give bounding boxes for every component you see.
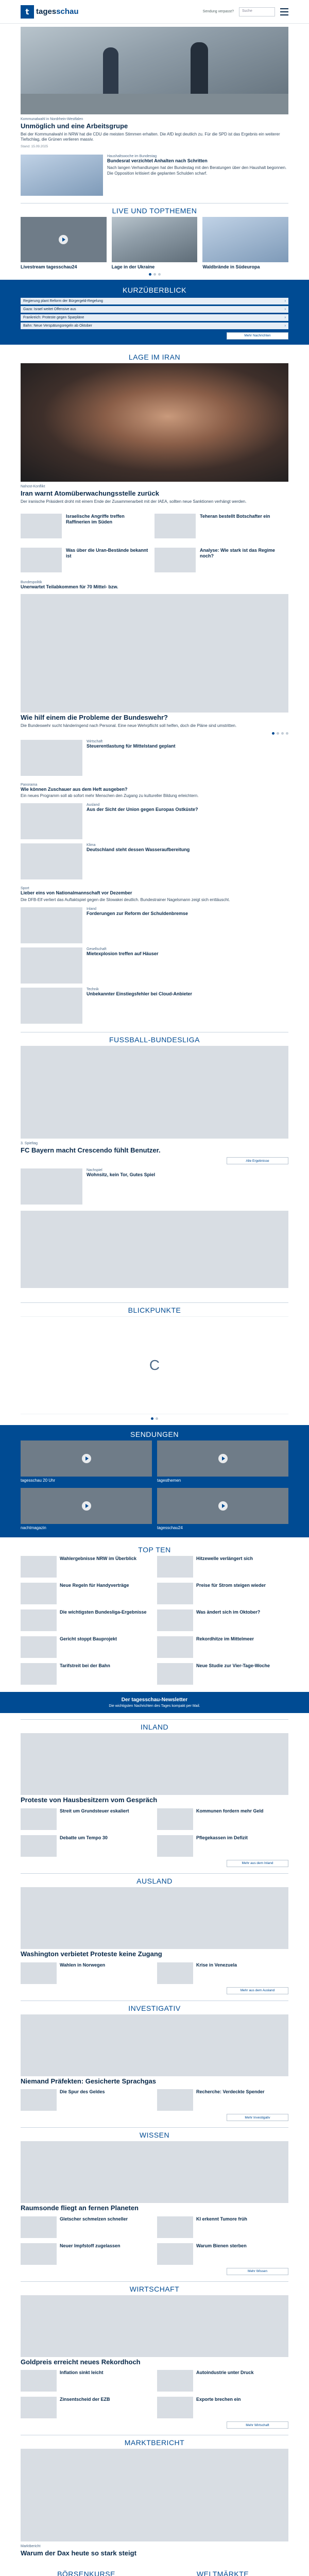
- list-item[interactable]: Nachspiel Wohnsitz, kein Tor, Gutes Spiel: [21, 1168, 288, 1205]
- carousel-pager[interactable]: [0, 273, 309, 276]
- list-item[interactable]: Krise in Venezuela: [157, 1962, 288, 1984]
- section-title: LAGE IM IRAN: [128, 352, 181, 361]
- article-headline[interactable]: Bundesrat verzichtet Anhalten nach Schritten: [107, 158, 208, 164]
- article-image: [21, 155, 103, 196]
- list-item[interactable]: Debatte um Tempo 30: [21, 1835, 152, 1857]
- live-label: Livestream tagesschau24: [21, 264, 77, 270]
- section-title: AUSLAND: [136, 1876, 173, 1885]
- list-item[interactable]: [21, 155, 288, 196]
- article-kicker: Haushaltswoche im Bundestag: [107, 155, 157, 159]
- main-content: [0, 27, 309, 196]
- show-card[interactable]: tagesthemen: [157, 1440, 288, 1483]
- list-item[interactable]: Neue Studie zur Vier-Tage-Woche: [157, 1663, 288, 1685]
- play-icon[interactable]: [218, 1454, 228, 1463]
- section-title: LIVE UND TOPTHEMEN: [112, 207, 197, 215]
- loading-placeholder: [21, 1316, 288, 1414]
- article-teaser: Die Bundeswehr sucht händeringend nach Personal. Eine neue Wehrpflicht soll helfen, doch die Pläne sind umstritten.: [21, 723, 237, 728]
- show-card[interactable]: tagesschau 20 Uhr: [21, 1440, 152, 1483]
- section-title: SENDUNGEN: [130, 1430, 179, 1439]
- list-item[interactable]: Was ändert sich im Oktober?: [157, 1609, 288, 1631]
- list-item[interactable]: Neuer Impfstoff zugelassen: [21, 2243, 152, 2265]
- list-item[interactable]: Israelische Angriffe treffen Raffinerien im Süden: [21, 514, 149, 538]
- article-headline[interactable]: Wie hilf einem die Probleme der Bundeswehr?: [21, 714, 168, 722]
- world-markets-title[interactable]: WELTMÄRKTE: [196, 2569, 249, 2576]
- list-item[interactable]: Technik Unbekannter Einstiegsfehler bei Cloud-Anbieter: [21, 988, 288, 1024]
- bundesliga-image[interactable]: [21, 1046, 288, 1139]
- sendungen-section: [0, 1425, 309, 1537]
- section-title: BLICKPUNKTE: [128, 1306, 181, 1315]
- news-list: [0, 740, 309, 1024]
- show-card[interactable]: nachtmagazin: [21, 1488, 152, 1530]
- article-image[interactable]: [21, 594, 288, 713]
- article-kicker: Nahost-Konflikt: [21, 484, 45, 488]
- section-title: KURZÜBERBLICK: [123, 285, 186, 294]
- wissen-section: WISSEN Raumsonde fliegt an fernen Planeten Gletscher schmelzen schneller KI erkennt Tumore früh Neuer Impfstoff zugelassen Warum Bienen sterben Mehr Wissen: [0, 2127, 309, 2275]
- list-item[interactable]: Tarifstreit bei der Bahn: [21, 1663, 152, 1685]
- list-item[interactable]: Wahlergebnisse NRW im Überblick: [21, 1556, 152, 1578]
- list-item[interactable]: Wahlen in Norwegen: [21, 1962, 152, 1984]
- section-title: INLAND: [140, 1723, 169, 1732]
- logo-mark: t: [21, 5, 34, 19]
- list-item[interactable]: Wirtschaft Steuerentlastung für Mittelstand geplant: [21, 740, 288, 776]
- live-section: [0, 203, 309, 276]
- hero-headline[interactable]: Unmöglich und eine Arbeitsgrupe: [21, 122, 128, 130]
- list-item[interactable]: Analyse: Wie stark ist das Regime noch?: [154, 548, 283, 572]
- play-icon[interactable]: [82, 1454, 91, 1463]
- more-ausland-button[interactable]: Mehr aus dem Ausland: [227, 1987, 288, 1994]
- list-item[interactable]: Teheran bestellt Botschafter ein: [154, 514, 283, 538]
- article-headline[interactable]: Unerwartet Teilabkommen für 70 Mittel- bzw.: [21, 584, 118, 590]
- newsletter-banner[interactable]: Der tagesschau-Newsletter Die wichtigsten Nachrichten des Tages kompakt per Mail.: [0, 1692, 309, 1713]
- all-results-button[interactable]: Alle Ergebnisse: [227, 1157, 288, 1164]
- carousel-pager[interactable]: [0, 1417, 309, 1420]
- section-title: TOP TEN: [138, 1546, 171, 1554]
- blickpunkte-section: [0, 1302, 309, 1420]
- logo-suffix: schau: [56, 7, 79, 16]
- hero-image[interactable]: [21, 27, 288, 114]
- kurzueberblick-section: [0, 280, 309, 345]
- list-item[interactable]: Die Spur des Geldes: [21, 2089, 152, 2111]
- play-icon[interactable]: [82, 1501, 91, 1511]
- live-label: Lage in der Ukraine: [111, 264, 155, 270]
- list-item[interactable]: Autoindustrie unter Druck: [157, 2370, 288, 2392]
- list-item[interactable]: Zinsentscheid der EZB: [21, 2397, 152, 2418]
- list-item[interactable]: Die wichtigsten Bundesliga-Ergebnisse: [21, 1609, 152, 1631]
- menu-icon[interactable]: [280, 8, 288, 15]
- search-input[interactable]: Suche: [239, 7, 275, 16]
- mid-stories: [0, 581, 309, 734]
- hero-kicker: Kommunalwahl in Nordrhein-Westfalen: [21, 117, 83, 121]
- list-item[interactable]: Gericht stoppt Bauprojekt: [21, 1636, 152, 1658]
- more-inland-button[interactable]: Mehr aus dem Inland: [227, 1860, 288, 1867]
- play-icon[interactable]: [59, 235, 68, 244]
- ausland-section: AUSLAND Washington verbietet Proteste keine Zugang Wahlen in Norwegen Krise in Venezuela Mehr aus dem Ausland: [0, 1873, 309, 1994]
- list-item[interactable]: KI erkennt Tumore früh: [157, 2216, 288, 2238]
- list-item[interactable]: Neue Regeln für Handyverträge: [21, 1583, 152, 1604]
- wirtschaft-section: WIRTSCHAFT Goldpreis erreicht neues Rekordhoch Inflation sinkt leicht Autoindustrie unter Druck Zinsentscheid der EZB Exporte brechen ein Mehr Wirtschaft: [0, 2281, 309, 2429]
- carousel-pager[interactable]: [21, 732, 288, 735]
- list-item[interactable]: Ausland Aus der Sicht der Union gegen Europas Ostküste?: [21, 803, 288, 839]
- article-headline[interactable]: Iran warnt Atomüberwachungsstelle zurück: [21, 489, 159, 497]
- article-teaser: Nach langen Verhandlungen hat der Bundestag mit den Beratungen über den Haushalt begonnen. Die Opposition kritisiert die geplanten Schulden scharf.: [107, 165, 287, 176]
- list-item[interactable]: Inflation sinkt leicht: [21, 2370, 152, 2392]
- chevron-right-icon: ›: [284, 307, 286, 311]
- section-title: FUSSBALL-BUNDESLIGA: [109, 1035, 200, 1044]
- list-item[interactable]: Streit um Grundsteuer eskaliert: [21, 1808, 152, 1830]
- hero-teaser: Bei der Kommunalwahl in NRW hat die CDU die meisten Stimmen erhalten. Die AfD legt deutlich zu. Für die SPD ist das Ergebnis ein weiterer Tiefschlag, die Grünen verlieren massiv.: [21, 131, 280, 142]
- list-item[interactable]: Warum Bienen sterben: [157, 2243, 288, 2265]
- list-item[interactable]: Inland Forderungen zur Reform der Schuldenbremse: [21, 907, 288, 943]
- investigativ-section: INVESTIGATIV Niemand Präfekten: Gesicherte Sprachgas Die Spur des Geldes Recherche: Verdeckte Spender Mehr Investigativ: [0, 2001, 309, 2122]
- ticker-row[interactable]: Frankreich: Proteste gegen Sparpläne ›: [21, 314, 288, 321]
- stock-prices-title[interactable]: BÖRSENKURSE: [57, 2569, 115, 2576]
- article-teaser: Der iranische Präsident droht mit einem Ende der Zusammenarbeit mit der IAEA, sollten neue Sanktionen verhängt werden.: [21, 499, 247, 504]
- list-item[interactable]: Recherche: Verdeckte Spender: [157, 2089, 288, 2111]
- list-item[interactable]: Sport Lieber eins von Nationalmannschaft vor Dezember Die DFB-Elf verliert das Auftaktspiel gegen die Slowakei deutlich. Bundestrainer Nagelsmann zeigt sich enttäuscht.: [21, 887, 230, 902]
- list-item[interactable]: Hitzewelle verlängert sich: [157, 1556, 288, 1578]
- more-news-button[interactable]: Mehr Nachrichten: [227, 332, 288, 340]
- show-card[interactable]: tagesschau24: [157, 1488, 288, 1530]
- missed-link[interactable]: Sendung verpasst?: [202, 10, 234, 13]
- live-label: Waldbrände in Südeuropa: [202, 264, 260, 270]
- bundesliga-section: FUSSBALL-BUNDESLIGA 3. Spieltag FC Bayern macht Crescendo fühlt Benutzer. Alle Ergebnisse Nachspiel Wohnsitz, kein Tor, Gutes Spiel: [0, 1032, 309, 1289]
- section-title: INVESTIGATIV: [128, 2004, 181, 2012]
- section-title: WIRTSCHAFT: [129, 2284, 180, 2293]
- inland-section: INLAND Proteste von Hausbesitzern vom Gespräch Streit um Grundsteuer eskaliert Kommunen fordern mehr Geld Debatte um Tempo 30 Pflegekassen im Defizit Mehr aus dem Inland: [0, 1719, 309, 1867]
- article-headline[interactable]: FC Bayern macht Crescendo fühlt Benutzer.: [21, 1146, 161, 1154]
- section-title: WISSEN: [139, 2131, 170, 2140]
- article-image[interactable]: [21, 1211, 288, 1288]
- chevron-right-icon: ›: [284, 315, 286, 319]
- live-card[interactable]: [112, 217, 198, 270]
- marktbericht-section: MARKTBERICHT Marktbericht Warum der Dax heute so stark steigt: [0, 2435, 309, 2557]
- list-item[interactable]: Rekordhitze im Mittelmeer: [157, 1636, 288, 1658]
- hero-date: Stand: 15.09.2025: [21, 145, 48, 149]
- list-item[interactable]: Preise für Strom steigen wieder: [157, 1583, 288, 1604]
- section-title: MARKTBERICHT: [124, 2438, 185, 2447]
- chevron-right-icon: ›: [284, 299, 286, 303]
- iran-hero-image[interactable]: [21, 363, 288, 482]
- ticker-row[interactable]: Bahn: Neue Verspätungsregeln ab Oktober ›: [21, 323, 288, 329]
- chevron-right-icon: ›: [284, 324, 286, 328]
- list-item[interactable]: Was über die Uran-Bestände bekannt ist: [21, 548, 149, 572]
- tagesschau-logo[interactable]: [21, 5, 79, 19]
- live-card[interactable]: [202, 217, 288, 270]
- play-icon[interactable]: [218, 1501, 228, 1511]
- loading-glyph: C: [149, 1357, 160, 1374]
- list-item[interactable]: Gletscher schmelzen schneller: [21, 2216, 152, 2238]
- list-item[interactable]: Pflegekassen im Defizit: [157, 1835, 288, 1857]
- topten-section: [0, 1543, 309, 1685]
- boerse-section: [0, 2567, 309, 2576]
- list-item[interactable]: Gesellschaft Mietexplosion treffen auf Häuser: [21, 947, 288, 984]
- ticker-row[interactable]: Regierung plant Reform der Bürgergeld-Regelung ›: [21, 298, 288, 304]
- list-item[interactable]: Panorama Wie können Zuschauer aus dem Heft ausgeben? Ein neues Programm soll ab sofort mehr Menschen den Zugang zu kultureller Bildung erleichtern.: [21, 783, 199, 799]
- list-item[interactable]: Exporte brechen ein: [157, 2397, 288, 2418]
- ticker-row[interactable]: Gaza: Israel weitet Offensive aus ›: [21, 306, 288, 313]
- article-kicker: Bundespolitik: [21, 581, 42, 585]
- live-card[interactable]: [21, 217, 107, 270]
- iran-section: [0, 350, 309, 572]
- list-item[interactable]: Klima Deutschland steht dessen Wasseraufbereitung: [21, 843, 288, 879]
- list-item[interactable]: Kommunen fordern mehr Geld: [157, 1808, 288, 1830]
- logo-prefix: tages: [36, 7, 57, 16]
- site-header: [0, 0, 309, 24]
